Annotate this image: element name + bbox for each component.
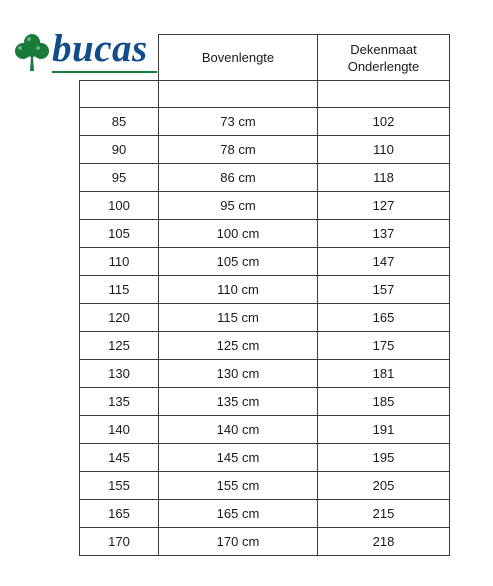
bovenlengte-cell: 100 cm [159,220,318,248]
size-table [79,34,450,556]
onderlengte-cell: 147 [318,248,450,276]
onderlengte-cell: 215 [318,500,450,528]
bovenlengte-cell: 110 cm [159,276,318,304]
size-cell: 85 [80,108,159,136]
size-cell: 110 [80,248,159,276]
bovenlengte-cell: 170 cm [159,528,318,556]
empty-cell [80,81,159,108]
bovenlengte-cell: 115 cm [159,304,318,332]
bovenlengte-cell: 135 cm [159,388,318,416]
onderlengte-cell: 218 [318,528,450,556]
size-cell: 90 [80,136,159,164]
bovenlengte-cell: 130 cm [159,360,318,388]
bovenlengte-cell: 165 cm [159,500,318,528]
onderlengte-cell: 127 [318,192,450,220]
onderlengte-cell: 195 [318,444,450,472]
table-row [80,444,450,472]
bovenlengte-cell: 86 cm [159,164,318,192]
size-cell: 170 [80,528,159,556]
table-row [80,164,450,192]
size-cell: 100 [80,192,159,220]
table-row [80,528,450,556]
shamrock-icon [12,32,52,72]
empty-cell [159,81,318,108]
table-row [80,332,450,360]
table-row [80,220,450,248]
bovenlengte-cell: 140 cm [159,416,318,444]
header-row [80,35,450,81]
table-row [80,276,450,304]
onderlengte-cell: 137 [318,220,450,248]
size-cell: 165 [80,500,159,528]
onderlengte-cell: 191 [318,416,450,444]
header-dekenmaat-label: Dekenmaat [350,41,417,57]
table-row [80,360,450,388]
bovenlengte-cell: 155 cm [159,472,318,500]
size-cell: 140 [80,416,159,444]
bovenlengte-cell: 78 cm [159,136,318,164]
bovenlengte-cell: 125 cm [159,332,318,360]
brand-name: bucas [52,27,148,70]
onderlengte-cell: 102 [318,108,450,136]
bovenlengte-cell: 73 cm [159,108,318,136]
onderlengte-cell: 157 [318,276,450,304]
size-cell: 125 [80,332,159,360]
onderlengte-cell: 118 [318,164,450,192]
table-row [80,500,450,528]
onderlengte-cell: 110 [318,136,450,164]
onderlengte-cell: 185 [318,388,450,416]
bovenlengte-cell: 145 cm [159,444,318,472]
table-row [80,472,450,500]
header-onderlengte-label: Onderlengte [347,58,420,74]
table-row [80,304,450,332]
table-row [80,136,450,164]
size-cell: 135 [80,388,159,416]
size-cell: 115 [80,276,159,304]
table-row [80,388,450,416]
size-cell: 130 [80,360,159,388]
onderlengte-cell: 205 [318,472,450,500]
size-cell: 120 [80,304,159,332]
header-cell-dekenmaat [318,35,450,81]
size-cell: 155 [80,472,159,500]
size-cell: 95 [80,164,159,192]
onderlengte-cell: 181 [318,360,450,388]
empty-cell [318,81,450,108]
bovenlengte-cell: 105 cm [159,248,318,276]
onderlengte-cell: 165 [318,304,450,332]
onderlengte-cell: 175 [318,332,450,360]
header-cell-size [80,35,159,81]
empty-row [80,81,450,108]
header-cell-bovenlengte: Bovenlengte [159,35,318,81]
table-row [80,248,450,276]
size-cell: 105 [80,220,159,248]
table-row [80,192,450,220]
bovenlengte-cell: 95 cm [159,192,318,220]
size-cell: 145 [80,444,159,472]
table-row [80,108,450,136]
table-row [80,416,450,444]
